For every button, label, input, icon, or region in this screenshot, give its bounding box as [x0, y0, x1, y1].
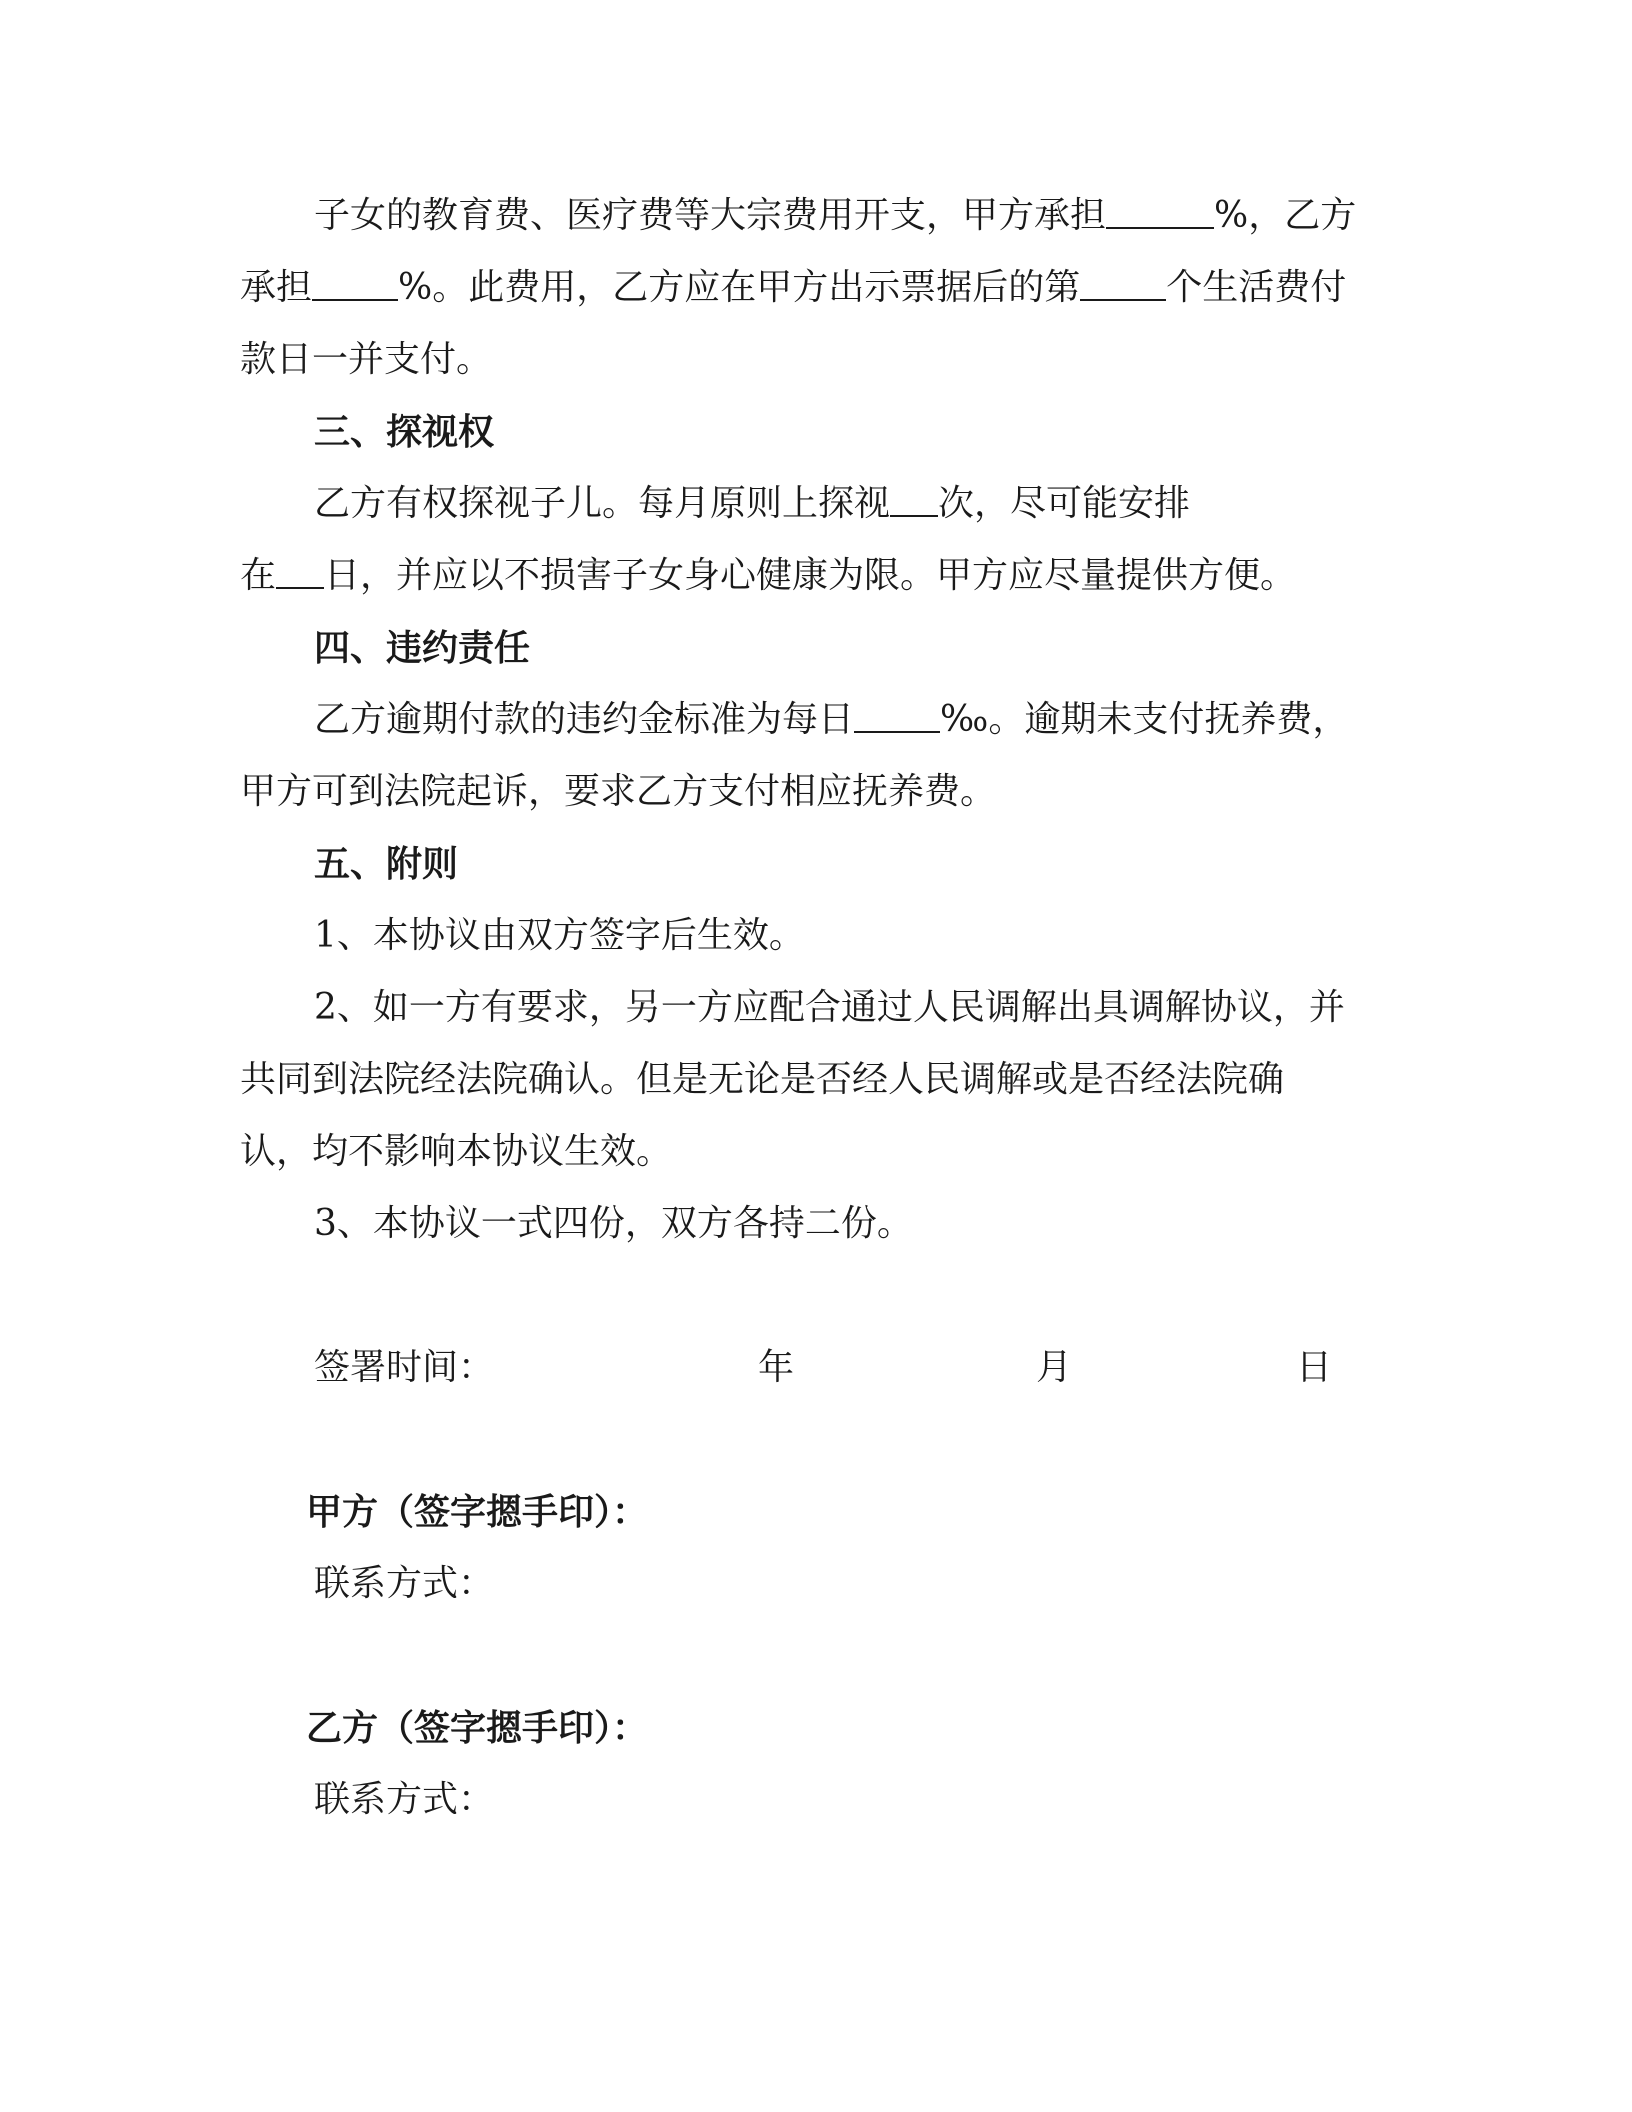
breach-line-2: 甲方可到法院起诉，要求乙方支付相应抚养费。 — [240, 771, 997, 812]
fee-share-text: 子女的教育费、医疗费等大宗费用开支，甲方承担 — [314, 195, 1107, 236]
signing-year: 年 — [758, 1347, 795, 1388]
breach-heading: 四、违约责任 — [314, 627, 531, 669]
breach-text: ‰。逾期未支付抚养费， — [940, 699, 1349, 740]
party-b-contact-label: 联系方式： — [314, 1779, 495, 1820]
visitation-line-1 — [314, 484, 1190, 524]
clause-2-line-2: 共同到法院经法院确认。但是无论是否经人民调解或是否经法院确 — [240, 1059, 1285, 1100]
signing-time-label: 签署时间： — [314, 1347, 495, 1388]
visitation-text: 在 — [240, 555, 277, 596]
visitation-text: 日，并应以不损害子女身心健康为限。甲方应尽量提供方便。 — [324, 555, 1297, 596]
visit-day-blank — [276, 557, 324, 589]
party-a-contact-label: 联系方式： — [314, 1563, 495, 1604]
party-b-signature-label: 乙方（签字摁手印）： — [306, 1707, 649, 1749]
fee-share-text: 承担 — [240, 267, 313, 308]
clause-2-line-1: 2、如一方有要求，另一方应配合通过人民调解出具调解协议，并 — [314, 987, 1345, 1028]
fee-share-line-3 — [240, 340, 492, 380]
breach-text: 乙方逾期付款的违约金标准为每日 — [314, 699, 855, 740]
supplementary-heading: 五、附则 — [314, 843, 459, 885]
visitation-heading: 三、探视权 — [314, 411, 495, 453]
visit-count-blank — [890, 485, 938, 517]
fee-share-line-1 — [314, 196, 1356, 236]
fee-share-text: %，乙方 — [1214, 195, 1357, 236]
fee-share-text: 个生活费付 — [1166, 267, 1347, 308]
party-a-percent-blank — [1106, 197, 1214, 229]
party-b-percent-blank — [312, 269, 398, 301]
fee-share-text: 款日一并支付。 — [240, 339, 493, 380]
clause-3: 3、本协议一式四份，双方各持二份。 — [314, 1203, 913, 1244]
fee-share-line-2 — [240, 268, 1346, 308]
visitation-text: 乙方有权探视子儿。每月原则上探视 — [314, 483, 891, 524]
payment-day-blank — [1080, 269, 1166, 301]
signing-month: 月 — [1036, 1347, 1073, 1388]
fee-share-text: %。此费用，乙方应在甲方出示票据后的第 — [398, 267, 1081, 308]
party-a-signature-label: 甲方（签字摁手印）： — [306, 1491, 649, 1533]
clause-1: 1、本协议由双方签字后生效。 — [314, 915, 805, 956]
breach-line-1 — [314, 700, 1348, 740]
clause-2-line-3: 认，均不影响本协议生效。 — [240, 1131, 673, 1172]
penalty-rate-blank — [854, 701, 940, 733]
visitation-text: 次，尽可能安排 — [938, 483, 1191, 524]
signing-day: 日 — [1296, 1347, 1333, 1388]
visitation-line-2 — [240, 556, 1296, 596]
